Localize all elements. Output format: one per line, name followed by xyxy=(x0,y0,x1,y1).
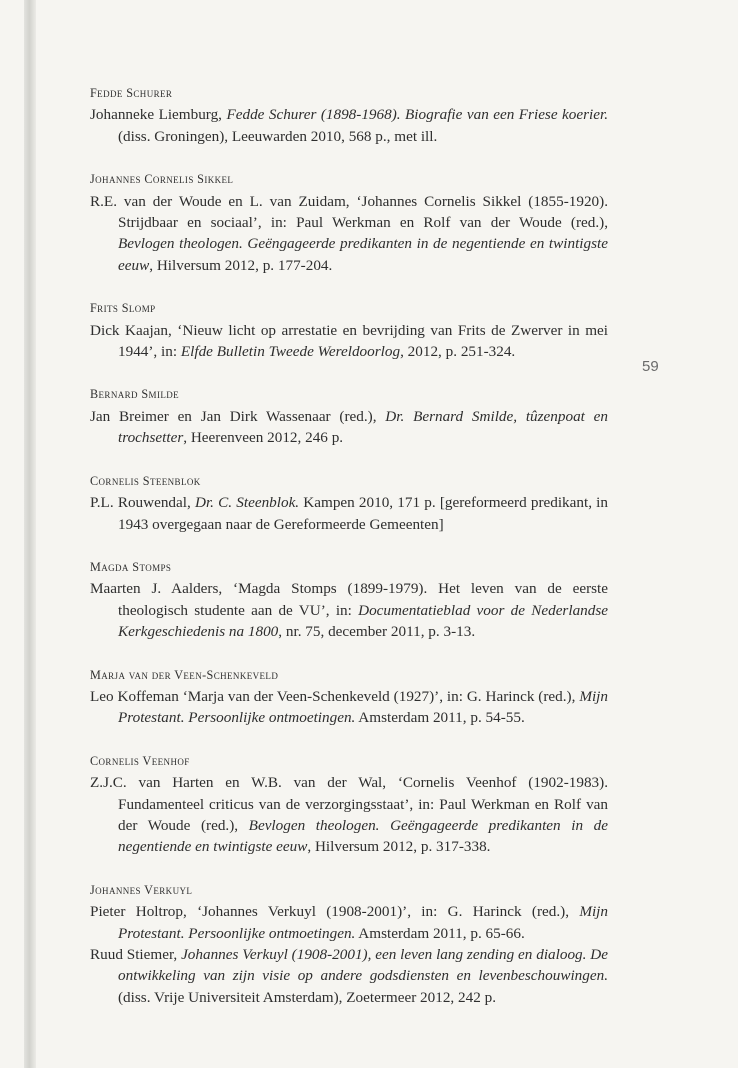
entry-title: Dr. C. Steenblok. xyxy=(194,494,300,512)
entry-title: Bevlogen theologen. Geëngageerde predikanten in de negentiende en twintigste eeuw xyxy=(118,816,608,856)
entry-text: , Hilversum 2012, p. 317-338. xyxy=(307,838,491,856)
bib-section xyxy=(90,471,608,535)
bib-entry xyxy=(90,104,608,147)
section-heading: Johannes Cornelis Sikkel xyxy=(90,172,234,187)
entry-title: Johannes Verkuyl (1908-2001), een leven lang zending en dialoog. De ontwikkeling van zijn visie op andere godsdiensten en levenbeschouwingen. xyxy=(118,946,608,985)
bib-section xyxy=(90,298,608,362)
bib-entry xyxy=(90,320,608,363)
entry-text: Jan Breimer en Jan Dirk Wassenaar (red.), xyxy=(90,407,386,425)
entry-text: Z.J.C. van Harten en W.B. van der Wal, ‘Cornelis Veenhof (1902-1983). Fundamenteel criticus van de verzorgingsstaat’, in: Paul Werkman en Rolf van der Woude (red.), xyxy=(90,774,608,834)
binding-edge xyxy=(24,0,36,1068)
entry-text: (diss. Vrije Universiteit Amsterdam), Zoetermeer 2012, 242 p. xyxy=(118,988,496,1006)
section-heading: Magda Stomps xyxy=(90,559,172,574)
bib-section xyxy=(90,665,608,729)
bib-entry xyxy=(90,944,608,1008)
bib-entry xyxy=(90,578,608,642)
bibliography-list xyxy=(90,83,608,1030)
bib-entry xyxy=(90,772,608,858)
section-heading: Marja van der Veen-Schenkeveld xyxy=(90,667,279,682)
entry-title: Mijn Protestant. Persoonlijke ontmoetingen. xyxy=(118,687,608,727)
entry-text: Johanneke Liemburg, xyxy=(90,106,227,124)
entry-text: , Hilversum 2012, p. 177-204. xyxy=(149,256,333,274)
bib-section xyxy=(90,880,608,1008)
bib-entry xyxy=(90,191,608,277)
bib-section xyxy=(90,83,608,147)
bib-entry xyxy=(90,686,608,729)
section-heading: Frits Slomp xyxy=(90,301,156,316)
section-heading: Johannes Verkuyl xyxy=(90,882,193,897)
bib-entry xyxy=(90,406,608,449)
bib-entry xyxy=(90,492,608,535)
section-heading: Cornelis Veenhof xyxy=(90,753,190,768)
bib-section xyxy=(90,751,608,858)
entry-text: Amsterdam 2011, p. 54-55. xyxy=(355,709,525,727)
entry-text: (diss. Groningen), Leeuwarden 2010, 568 p., met ill. xyxy=(118,127,438,145)
entry-text: Dick Kaajan, ‘Nieuw licht op arrestatie en bevrijding van Frits de Zwerver in mei 1944’, in: xyxy=(90,321,608,361)
entry-title: Documentatieblad voor de Nederlandse Kerkgeschiedenis na 1800 xyxy=(118,601,608,641)
entry-title: Mijn Protestant. Persoonlijke ontmoetingen. xyxy=(118,903,608,942)
entry-title: Elfde Bulletin Tweede Wereldoorlog xyxy=(180,343,401,361)
section-heading: Fedde Schurer xyxy=(90,86,173,100)
section-heading: Cornelis Steenblok xyxy=(90,473,201,488)
bib-section xyxy=(90,169,608,276)
entry-text: Maarten J. Aalders, ‘Magda Stomps (1899-1979). Het leven van de eerste theologisch studente aan de VU’, in: xyxy=(90,580,608,619)
entry-text: Pieter Holtrop, ‘Johannes Verkuyl (1908-2001)’, in: G. Harinck (red.), xyxy=(90,903,580,921)
section-heading: Bernard Smilde xyxy=(90,387,180,402)
entry-title: Bevlogen theologen. Geëngageerde predikanten in de negentiende en twintigste eeuw xyxy=(118,235,608,274)
entry-text: , nr. 75, december 2011, p. 3-13. xyxy=(278,623,476,641)
entry-text: , 2012, p. 251-324. xyxy=(400,343,516,361)
entry-text: Amsterdam 2011, p. 65-66. xyxy=(355,924,525,942)
entry-text: , Heerenveen 2012, 246 p. xyxy=(183,429,344,447)
page-number: 59 xyxy=(642,358,659,375)
entry-text: R.E. van der Woude en L. van Zuidam, ‘Johannes Cornelis Sikkel (1855-1920). Strijdbaar en sociaal’, in: Paul Werkman en Rolf van der Woude (red.), xyxy=(90,192,608,232)
entry-title: Fedde Schurer (1898-1968). Biografie van een Friese koerier. xyxy=(226,106,609,124)
bib-entry xyxy=(90,901,608,944)
entry-text: Kampen 2010, 171 p. [gereformeerd predikant, in 1943 overgegaan naar de Gereformeerde Gemeenten] xyxy=(118,494,608,533)
bib-section xyxy=(90,384,608,448)
entry-text: Leo Koffeman ‘Marja van der Veen-Schenkeveld (1927)’, in: G. Harinck (red.), xyxy=(90,687,580,705)
bib-section xyxy=(90,557,608,643)
entry-text: Ruud Stiemer, xyxy=(90,946,182,963)
entry-text: P.L. Rouwendal, xyxy=(90,494,195,512)
entry-title: Dr. Bernard Smilde, tûzenpoat en trochsetter xyxy=(118,407,609,447)
